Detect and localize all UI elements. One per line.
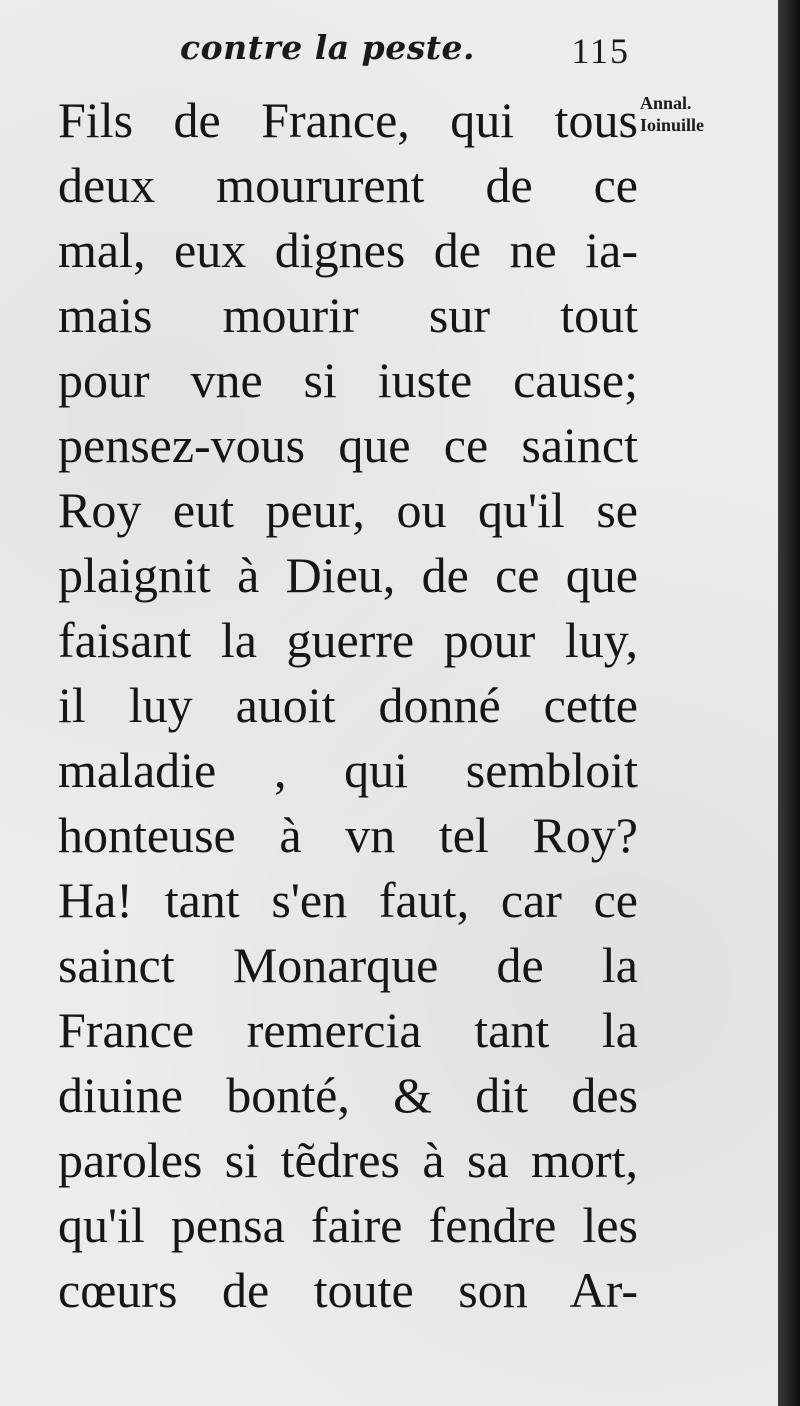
text-line: sainct Monarque de la	[58, 937, 638, 993]
text-line: Fils de France, qui tous	[58, 92, 638, 148]
text-line: faisant la guerre pour luy,	[58, 612, 638, 668]
margin-note	[640, 92, 775, 136]
text-line: mal, eux dignes de ne ia-	[58, 222, 638, 278]
text-line: pour vne si iuste cause;	[58, 352, 638, 408]
margin-note-line: Annal.	[640, 93, 692, 113]
text-line: cœurs de toute son Ar-	[58, 1262, 638, 1318]
page-edge-shadow	[778, 0, 800, 1406]
page-number: 115	[571, 31, 630, 71]
text-line: diuine bonté, & dit des	[58, 1067, 638, 1123]
body-text	[58, 88, 638, 1323]
text-line: maladie , qui sembloit	[58, 742, 638, 798]
text-line: France remercia tant la	[58, 1002, 638, 1058]
running-head	[60, 24, 630, 74]
text-line: mais mourir sur tout	[58, 287, 638, 343]
text-line: plaignit à Dieu, de ce que	[58, 547, 638, 603]
text-line: il luy auoit donné cette	[58, 677, 638, 733]
text-line: Ha! tant s'en faut, car ce	[58, 872, 638, 928]
running-title: contre la peste.	[180, 28, 475, 67]
margin-note-line: Ioinuille	[640, 115, 705, 135]
text-line: paroles si tẽdres à sa mort,	[58, 1132, 638, 1188]
text-line: qu'il pensa faire fendre les	[58, 1197, 638, 1253]
text-line: pensez-vous que ce sainct	[58, 417, 638, 473]
text-line: honteuse à vn tel Roy?	[58, 807, 638, 863]
text-line: deux moururent de ce	[58, 157, 638, 213]
text-line: Roy eut peur, ou qu'il se	[58, 482, 638, 538]
